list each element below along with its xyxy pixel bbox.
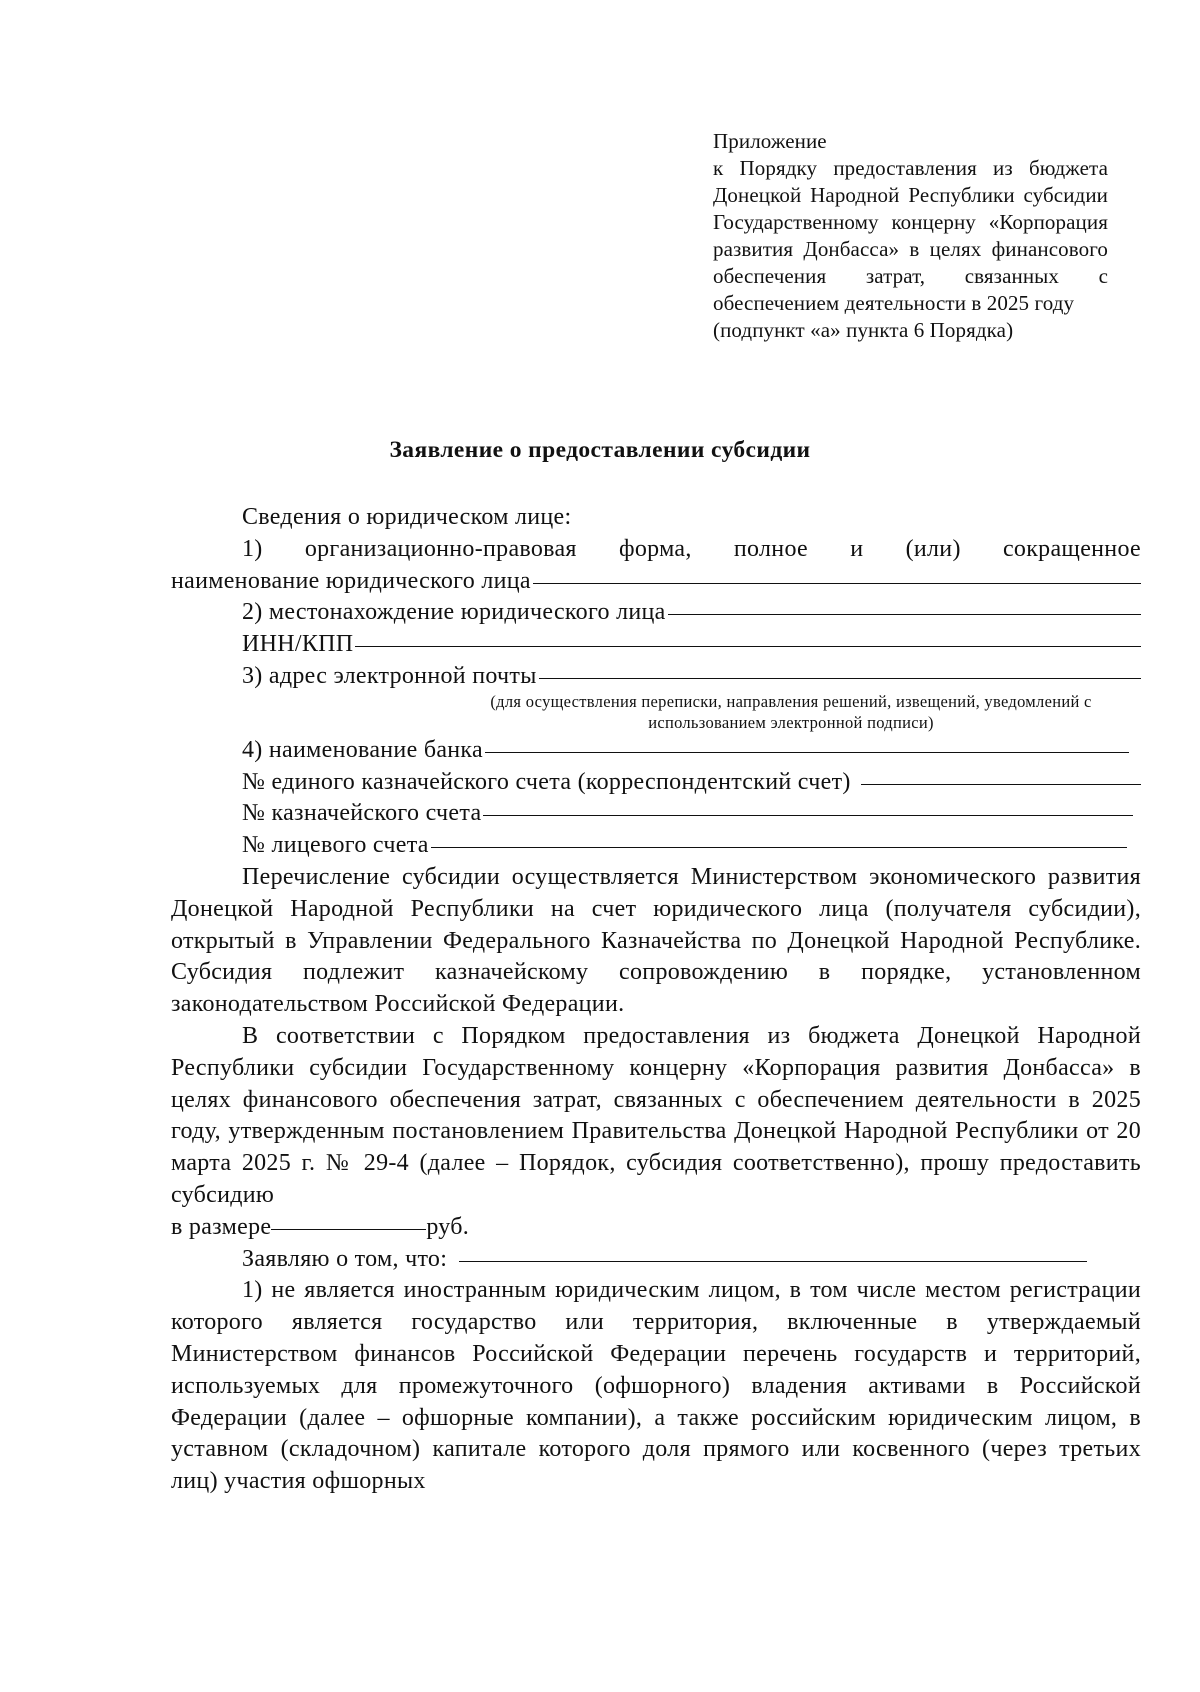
appendix-reference: (подпункт «а» пункта 6 Порядка) — [713, 318, 1014, 342]
appendix-block — [713, 128, 1108, 344]
personal-line — [171, 830, 1127, 862]
amount-blank[interactable] — [271, 1228, 426, 1230]
email-note: (для осуществления переписки, направления решений, извещений, уведомлений с использованием электронной подписи) — [490, 691, 1092, 732]
item3-blank[interactable] — [539, 677, 1141, 679]
personal-label: № лицевого счета — [242, 832, 429, 859]
declare-label: Заявляю о том, что: — [242, 1245, 448, 1272]
appendix-heading: Приложение — [713, 129, 827, 153]
appendix-text: к Порядку предоставления из бюджета Донецкой Народной Республики субсидии Государственному концерну «Корпорация развития Донбасса» в целях финансового обеспечения затрат, связанных с обеспечением деятельности в 2025 году — [713, 156, 1108, 315]
item2-blank[interactable] — [668, 613, 1141, 615]
item4-label: 4) наименование банка — [242, 736, 483, 763]
item1-blank[interactable] — [533, 582, 1141, 584]
document-title: Заявление о предоставлении субсидии — [389, 437, 811, 463]
personal-blank[interactable] — [431, 846, 1127, 848]
item2-line — [171, 597, 1141, 629]
document-body — [171, 502, 1141, 1498]
declare-line — [171, 1244, 1087, 1276]
request-paragraph: В соответствии с Порядком предоставления из бюджета Донецкой Народной Республики субсидии Государственному концерну «Корпорация развития Донбасса» в целях финансового обеспечения затрат, связанных с обеспечением деятельности в 2025 году, утвержденным постановлением Правительства Донецкой Народной Республики от 20 марта 2025 г. № 29-4 (далее – Порядок, субсидия соответственно), прошу предоставить субсидию — [171, 1022, 1141, 1208]
item1-line1: 1) организационно-правовая форма, полное и (или) сокращенное — [242, 535, 1141, 562]
inn-blank[interactable] — [355, 645, 1141, 647]
treasury-single-blank[interactable] — [861, 783, 1141, 785]
info-heading: Сведения о юридическом лице: — [242, 504, 572, 530]
item1-label: наименование юридического лица — [171, 567, 531, 594]
amount-prefix: в размере — [171, 1213, 272, 1240]
item3-line — [171, 661, 1141, 693]
item4-blank[interactable] — [485, 751, 1129, 753]
item1-line2 — [171, 566, 1141, 598]
inn-line — [171, 629, 1141, 661]
item2-label: 2) местонахождение юридического лица — [242, 599, 666, 626]
treasury-line — [171, 798, 1133, 830]
item4-line — [171, 735, 1129, 767]
amount-line — [171, 1212, 1141, 1244]
treasury-label: № казначейского счета — [242, 800, 482, 827]
item3-label: 3) адрес электронной почты — [242, 662, 537, 689]
treasury-single-line — [171, 767, 1141, 799]
transfer-paragraph: Перечисление субсидии осуществляется Министерством экономического развития Донецкой Народной Республики на счет юридического лица (получателя субсидии), открытый в Управлении Федерального Казначейства по Донецкой Народной Республике. Субсидия подлежит казначейскому сопровождению в порядке, установленном законодательством Российской Федерации. — [171, 863, 1141, 1018]
treasury-blank[interactable] — [483, 814, 1133, 816]
declaration-item1: 1) не является иностранным юридическим лицом, в том числе местом регистрации которого является государство или территория, включенные в утверждаемый Министерством финансов Российской Федерации перечень государств и территорий, используемых для промежуточного (офшорного) владения активами в Российской Федерации (далее – офшорные компании), а также российским юридическим лицом, в уставном (складочном) капитале которого доля прямого или косвенного (через третьих лиц) участия офшорных — [171, 1277, 1141, 1495]
treasury-single-label: № единого казначейского счета (корреспондентский счет) — [242, 768, 851, 795]
declare-blank[interactable] — [459, 1260, 1087, 1262]
inn-label: ИНН/КПП — [242, 631, 354, 658]
amount-suffix: руб. — [426, 1213, 470, 1240]
